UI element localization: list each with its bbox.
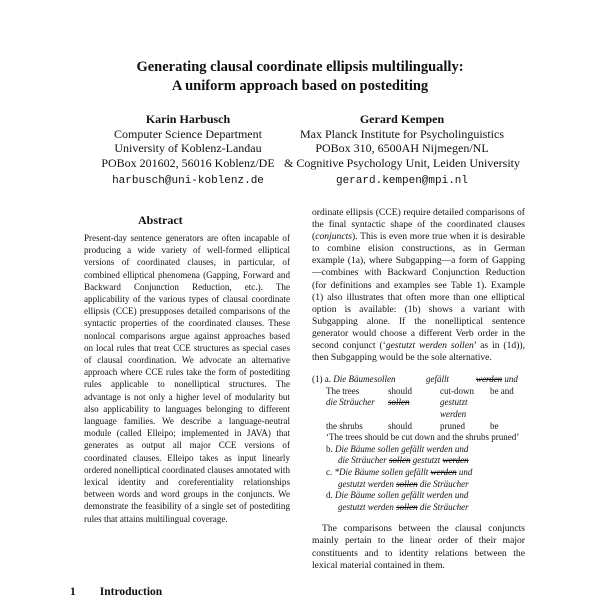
section-title: Introduction: [99, 586, 163, 598]
abstract-heading: Abstract: [138, 213, 183, 227]
body-paragraph: The comparisons between the clausal conjuncts mainly pertain to the linear order of their major constituents and to identity relations between the lexical material contained in them.: [312, 523, 525, 571]
section-heading: [70, 586, 186, 598]
author-block-2: [282, 112, 522, 189]
example-1a-translation: ‘The trees should be cut down and the shrubs pruned’: [326, 432, 520, 443]
example-1a-words: (1) a. Die Bäume sollen gefällt werden und: [312, 374, 518, 385]
title-line-1: Generating clausal coordinate ellipsis multilingually:: [136, 59, 464, 75]
author-name: Karin Harbusch: [145, 112, 231, 126]
title-line-2: A uniform approach based on postediting: [171, 78, 429, 94]
author-affiliation: University of Koblenz-Landau: [114, 141, 262, 155]
author-email: gerard.kempen@mpi.nl: [335, 175, 469, 187]
abstract-text: Present-day sentence generators are often incapable of producing a wide variety of well-formed elliptical versions of coordinated clauses, in particular, of combined elliptical phenomena (Gapping, Forward and Backward Conjunction Reduction, etc.). The applicability of the various types of clausal coordinate ellipsis (CCE) presupposes detailed comparisons of the syntactic properties of the coordinated clauses. These nonlocal comparisons argue against approaches based on local rules that treat CCE structures as special cases of clausal coordination. We advocate an alternative approach where CCE rules take the form of postediting rules applicable to nonelliptical structures. The advantage is not only a higher level of modularity but also applicability to languages belonging to different language families. We describe a language-neutral module (called Elleipo; implemented in JAVA) that generates as output all major CCE versions of coordinated clauses. Elleipo takes as input linearly ordered nonelliptical coordinated clauses annotated with lexical identity and coreferentiality relationships between words and word groups in the conjuncts. We demonstrate the feasibility of a single set of postediting rules that attains multilingual coverage.: [84, 233, 290, 524]
author-affiliation: & Cognitive Psychology Unit, Leiden University: [284, 155, 520, 170]
section-number: 1: [70, 586, 76, 598]
paper-title: [0, 58, 600, 96]
author-affiliation: Computer Science Department: [114, 126, 262, 141]
example-1a-words-2: die Sträucher sollen gestutzt werden: [326, 397, 468, 419]
example-1b: b. Die Bäume sollen gefällt werden und: [326, 443, 469, 454]
author-address: POBox 310, 6500AH Nijmegen/NL: [315, 141, 489, 155]
author-email: harbusch@uni-koblenz.de: [112, 175, 264, 187]
example-1d: d. Die Bäume sollen gefällt werden und: [326, 490, 469, 501]
example-1a-gloss: The trees should cut-down be and: [326, 385, 514, 396]
author-name: Gerard Kempen: [359, 112, 445, 126]
example-1a-gloss-2: the shrubs should pruned be: [326, 420, 499, 431]
author-address: POBox 201602, 56016 Koblenz/DE: [101, 155, 275, 170]
example-1c: c. *Die Bäume sollen gefällt werden und: [326, 466, 473, 477]
body-column-right: [312, 207, 525, 572]
author-block-1: [88, 112, 288, 189]
example-1: (1) a. Die Bäume sollen gefällt werden und The trees should cut-down be and die Sträucher sollen gestutzt werden the shrubs should pruned be ‘The trees should be cut down and the shrubs pruned’ b. Die Bäume sollen gefällt werden und die Sträucher sollen gestutzt werden c. *Die Bäume sollen gefällt werden und gestutzt werden sollen die Sträucher d. Die Bäume sollen gefällt werden und gestutzt werden sollen die Sträucher: [312, 374, 525, 513]
author-affiliation: Max Planck Institute for Psycholinguistics: [300, 126, 504, 141]
body-paragraph: ordinate ellipsis (CCE) require detailed comparisons of the final syntactic shape of the coordinated clauses (conjuncts). This is even more true when it is desirable to combine elision constructions, as in German example (1a), where Subgapping—a form of Gapping—combines with Backward Conjunction Reduction (for definitions and examples see Table 1). Example (1) also illustrates that often more than one elliptical option is available: (1b) shows a variant with Subgapping alone. If the nonelliptical sentence generator would choose a different Verb order in the second conjunct (‘gestutzt werden sollen’ as in (1d)), then Subgapping would be the sole alternative.: [312, 207, 525, 364]
